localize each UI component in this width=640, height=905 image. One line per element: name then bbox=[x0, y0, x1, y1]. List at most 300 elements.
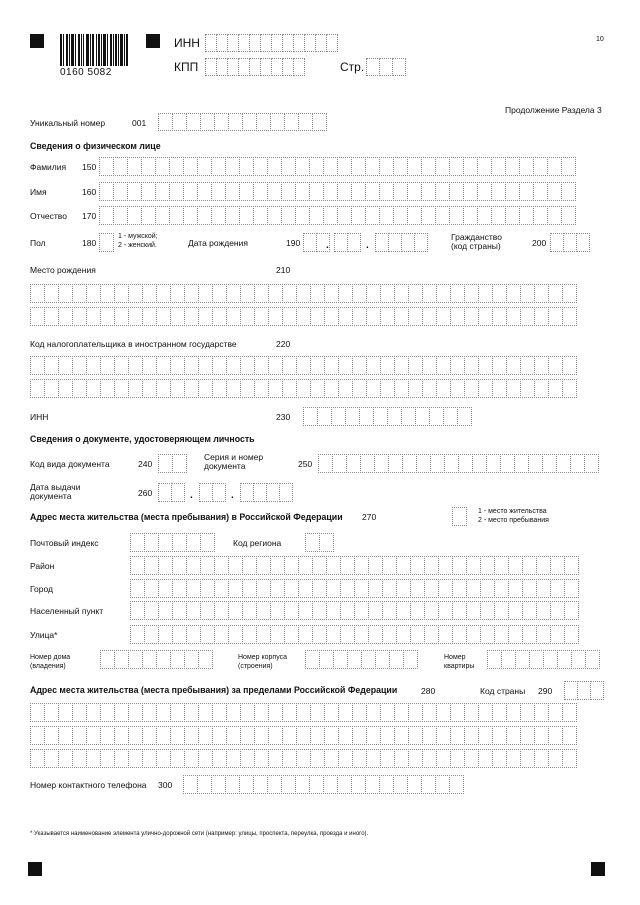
entry-cell[interactable] bbox=[352, 749, 367, 768]
entry-cell[interactable] bbox=[114, 284, 129, 303]
entry-cell[interactable] bbox=[392, 58, 406, 76]
entry-cell[interactable] bbox=[360, 454, 375, 473]
entry-cell[interactable] bbox=[86, 749, 101, 768]
entry-cell[interactable] bbox=[58, 356, 73, 375]
entry-cell[interactable] bbox=[564, 601, 579, 620]
entry-cell[interactable] bbox=[72, 284, 87, 303]
entry-cell[interactable] bbox=[550, 579, 565, 598]
entry-cell[interactable] bbox=[326, 625, 341, 644]
entry-cell[interactable] bbox=[422, 726, 437, 745]
entry-cell[interactable] bbox=[529, 650, 544, 669]
entry-cell[interactable] bbox=[99, 206, 114, 225]
entry-cell[interactable] bbox=[240, 284, 255, 303]
entry-cell[interactable] bbox=[310, 749, 325, 768]
entry-cell[interactable] bbox=[533, 206, 548, 225]
entry-cell[interactable] bbox=[520, 284, 535, 303]
entry-cell[interactable] bbox=[172, 601, 187, 620]
entry-cell[interactable] bbox=[368, 625, 383, 644]
entry-cell[interactable] bbox=[295, 775, 310, 794]
entry-cell[interactable] bbox=[324, 356, 339, 375]
entry-cell[interactable] bbox=[30, 379, 45, 398]
entry-cell[interactable] bbox=[324, 703, 339, 722]
entry-cell[interactable] bbox=[354, 556, 369, 575]
entry-cell[interactable] bbox=[536, 579, 551, 598]
entry-cell[interactable] bbox=[172, 579, 187, 598]
entry-cell[interactable] bbox=[444, 454, 459, 473]
entry-cell[interactable] bbox=[44, 749, 59, 768]
entry-cell[interactable] bbox=[500, 454, 515, 473]
entry-cell[interactable] bbox=[492, 726, 507, 745]
entry-cell[interactable] bbox=[585, 650, 600, 669]
entry-cell[interactable] bbox=[266, 483, 280, 502]
entry-cell[interactable] bbox=[393, 206, 408, 225]
entry-cell[interactable] bbox=[226, 307, 241, 326]
entry-cell[interactable] bbox=[366, 749, 381, 768]
entry-cell[interactable] bbox=[464, 726, 479, 745]
entry-cell[interactable] bbox=[368, 579, 383, 598]
entry-cell[interactable] bbox=[284, 625, 299, 644]
entry-cell[interactable] bbox=[534, 726, 549, 745]
entry-cell[interactable] bbox=[326, 601, 341, 620]
entry-cell[interactable] bbox=[410, 579, 425, 598]
entry-cell[interactable] bbox=[520, 703, 535, 722]
entry-cell[interactable] bbox=[536, 625, 551, 644]
entry-cell[interactable] bbox=[534, 749, 549, 768]
building-number-cells[interactable] bbox=[305, 650, 418, 669]
entry-cell[interactable] bbox=[407, 775, 422, 794]
entry-cell[interactable] bbox=[141, 157, 156, 176]
entry-cell[interactable] bbox=[352, 726, 367, 745]
entry-cell[interactable] bbox=[324, 726, 339, 745]
entry-cell[interactable] bbox=[492, 703, 507, 722]
entry-cell[interactable] bbox=[44, 703, 59, 722]
entry-cell[interactable] bbox=[410, 601, 425, 620]
entry-cell[interactable] bbox=[156, 749, 171, 768]
entry-cell[interactable] bbox=[534, 307, 549, 326]
entry-cell[interactable] bbox=[379, 182, 394, 201]
entry-cell[interactable] bbox=[312, 556, 327, 575]
entry-cell[interactable] bbox=[522, 556, 537, 575]
entry-cell[interactable] bbox=[533, 157, 548, 176]
entry-cell[interactable] bbox=[268, 749, 283, 768]
entry-cell[interactable] bbox=[211, 157, 226, 176]
citizenship-cells[interactable] bbox=[550, 233, 590, 252]
entry-cell[interactable] bbox=[284, 601, 299, 620]
entry-cell[interactable] bbox=[282, 726, 297, 745]
entry-cell[interactable] bbox=[590, 681, 604, 700]
entry-cell[interactable] bbox=[197, 157, 212, 176]
entry-cell[interactable] bbox=[240, 749, 255, 768]
entry-cell[interactable] bbox=[44, 307, 59, 326]
entry-cell[interactable] bbox=[44, 284, 59, 303]
entry-cell[interactable] bbox=[127, 157, 142, 176]
entry-cell[interactable] bbox=[142, 307, 157, 326]
entry-cell[interactable] bbox=[58, 379, 73, 398]
entry-cell[interactable] bbox=[170, 650, 185, 669]
entry-cell[interactable] bbox=[239, 206, 254, 225]
entry-cell[interactable] bbox=[379, 206, 394, 225]
entry-cell[interactable] bbox=[421, 157, 436, 176]
sex-cell[interactable] bbox=[99, 233, 114, 252]
entry-cell[interactable] bbox=[366, 726, 381, 745]
doc-issue-year-cells[interactable] bbox=[240, 483, 293, 502]
entry-cell[interactable] bbox=[366, 379, 381, 398]
entry-cell[interactable] bbox=[305, 650, 320, 669]
entry-cell[interactable] bbox=[408, 307, 423, 326]
entry-cell[interactable] bbox=[254, 356, 269, 375]
entry-cell[interactable] bbox=[326, 579, 341, 598]
entry-cell[interactable] bbox=[338, 703, 353, 722]
entry-cell[interactable] bbox=[171, 483, 185, 502]
entry-cell[interactable] bbox=[366, 703, 381, 722]
entry-cell[interactable] bbox=[477, 206, 492, 225]
entry-cell[interactable] bbox=[198, 749, 213, 768]
entry-cell[interactable] bbox=[128, 703, 143, 722]
entry-cell[interactable] bbox=[323, 775, 338, 794]
entry-cell[interactable] bbox=[388, 233, 402, 252]
birthplace-cells-row-2[interactable] bbox=[30, 307, 577, 326]
entry-cell[interactable] bbox=[128, 749, 143, 768]
entry-cell[interactable] bbox=[72, 726, 87, 745]
entry-cell[interactable] bbox=[422, 703, 437, 722]
entry-cell[interactable] bbox=[345, 407, 360, 426]
entry-cell[interactable] bbox=[312, 113, 327, 131]
birthplace-cells-row-1[interactable] bbox=[30, 284, 577, 303]
entry-cell[interactable] bbox=[491, 182, 506, 201]
entry-cell[interactable] bbox=[347, 650, 362, 669]
entry-cell[interactable] bbox=[508, 579, 523, 598]
entry-cell[interactable] bbox=[295, 182, 310, 201]
entry-cell[interactable] bbox=[186, 113, 201, 131]
entry-cell[interactable] bbox=[326, 556, 341, 575]
entry-cell[interactable] bbox=[352, 703, 367, 722]
entry-cell[interactable] bbox=[396, 625, 411, 644]
entry-cell[interactable] bbox=[240, 356, 255, 375]
entry-cell[interactable] bbox=[563, 233, 577, 252]
entry-cell[interactable] bbox=[528, 454, 543, 473]
entry-cell[interactable] bbox=[186, 556, 201, 575]
entry-cell[interactable] bbox=[155, 157, 170, 176]
entry-cell[interactable] bbox=[172, 556, 187, 575]
entry-cell[interactable] bbox=[548, 307, 563, 326]
entry-cell[interactable] bbox=[401, 407, 416, 426]
entry-cell[interactable] bbox=[212, 356, 227, 375]
entry-cell[interactable] bbox=[172, 625, 187, 644]
entry-cell[interactable] bbox=[323, 157, 338, 176]
entry-cell[interactable] bbox=[156, 703, 171, 722]
entry-cell[interactable] bbox=[424, 601, 439, 620]
entry-cell[interactable] bbox=[200, 579, 215, 598]
entry-cell[interactable] bbox=[337, 157, 352, 176]
entry-cell[interactable] bbox=[519, 157, 534, 176]
entry-cell[interactable] bbox=[158, 533, 173, 552]
entry-cell[interactable] bbox=[506, 726, 521, 745]
entry-cell[interactable] bbox=[347, 233, 361, 252]
entry-cell[interactable] bbox=[338, 379, 353, 398]
entry-cell[interactable] bbox=[184, 749, 199, 768]
entry-cell[interactable] bbox=[543, 650, 558, 669]
entry-cell[interactable] bbox=[332, 454, 347, 473]
entry-cell[interactable] bbox=[142, 379, 157, 398]
entry-cell[interactable] bbox=[380, 379, 395, 398]
entry-cell[interactable] bbox=[564, 625, 579, 644]
entry-cell[interactable] bbox=[142, 726, 157, 745]
entry-cell[interactable] bbox=[100, 379, 115, 398]
entry-cell[interactable] bbox=[450, 284, 465, 303]
entry-cell[interactable] bbox=[268, 379, 283, 398]
entry-cell[interactable] bbox=[214, 625, 229, 644]
entry-cell[interactable] bbox=[114, 749, 129, 768]
entry-cell[interactable] bbox=[536, 556, 551, 575]
entry-cell[interactable] bbox=[30, 749, 45, 768]
entry-cell[interactable] bbox=[408, 749, 423, 768]
entry-cell[interactable] bbox=[281, 206, 296, 225]
doc-series-cells[interactable] bbox=[318, 454, 599, 473]
entry-cell[interactable] bbox=[256, 625, 271, 644]
entry-cell[interactable] bbox=[494, 601, 509, 620]
entry-cell[interactable] bbox=[170, 379, 185, 398]
entry-cell[interactable] bbox=[228, 601, 243, 620]
entry-cell[interactable] bbox=[228, 579, 243, 598]
entry-cell[interactable] bbox=[72, 749, 87, 768]
entry-cell[interactable] bbox=[520, 726, 535, 745]
entry-cell[interactable] bbox=[450, 379, 465, 398]
entry-cell[interactable] bbox=[492, 307, 507, 326]
entry-cell[interactable] bbox=[333, 650, 348, 669]
entry-cell[interactable] bbox=[438, 579, 453, 598]
address-type-cell[interactable] bbox=[452, 507, 467, 526]
entry-cell[interactable] bbox=[226, 356, 241, 375]
entry-cell[interactable] bbox=[452, 601, 467, 620]
entry-cell[interactable] bbox=[464, 749, 479, 768]
entry-cell[interactable] bbox=[312, 601, 327, 620]
entry-cell[interactable] bbox=[282, 284, 297, 303]
entry-cell[interactable] bbox=[435, 775, 450, 794]
entry-cell[interactable] bbox=[492, 284, 507, 303]
entry-cell[interactable] bbox=[282, 379, 297, 398]
entry-cell[interactable] bbox=[407, 157, 422, 176]
entry-cell[interactable] bbox=[318, 454, 333, 473]
entry-cell[interactable] bbox=[351, 206, 366, 225]
apartment-number-cells[interactable] bbox=[487, 650, 600, 669]
entry-cell[interactable] bbox=[296, 726, 311, 745]
phone-cells[interactable] bbox=[183, 775, 464, 794]
entry-cell[interactable] bbox=[226, 284, 241, 303]
entry-cell[interactable] bbox=[464, 703, 479, 722]
entry-cell[interactable] bbox=[240, 483, 254, 502]
entry-cell[interactable] bbox=[281, 182, 296, 201]
entry-cell[interactable] bbox=[242, 113, 257, 131]
entry-cell[interactable] bbox=[506, 379, 521, 398]
entry-cell[interactable] bbox=[58, 284, 73, 303]
entry-cell[interactable] bbox=[365, 206, 380, 225]
entry-cell[interactable] bbox=[141, 206, 156, 225]
entry-cell[interactable] bbox=[319, 650, 334, 669]
foreign-address-cells-row-3[interactable] bbox=[30, 749, 577, 768]
entry-cell[interactable] bbox=[382, 625, 397, 644]
entry-cell[interactable] bbox=[547, 182, 562, 201]
entry-cell[interactable] bbox=[323, 206, 338, 225]
entry-cell[interactable] bbox=[394, 726, 409, 745]
doc-issue-day-cells[interactable] bbox=[158, 483, 185, 502]
entry-cell[interactable] bbox=[184, 650, 199, 669]
entry-cell[interactable] bbox=[169, 182, 184, 201]
entry-cell[interactable] bbox=[254, 379, 269, 398]
entry-cell[interactable] bbox=[436, 356, 451, 375]
entry-cell[interactable] bbox=[200, 625, 215, 644]
entry-cell[interactable] bbox=[254, 749, 269, 768]
entry-cell[interactable] bbox=[464, 356, 479, 375]
entry-cell[interactable] bbox=[198, 356, 213, 375]
entry-cell[interactable] bbox=[436, 726, 451, 745]
entry-cell[interactable] bbox=[184, 356, 199, 375]
entry-cell[interactable] bbox=[337, 775, 352, 794]
entry-cell[interactable] bbox=[415, 407, 430, 426]
entry-cell[interactable] bbox=[534, 356, 549, 375]
entry-cell[interactable] bbox=[396, 601, 411, 620]
entry-cell[interactable] bbox=[584, 454, 599, 473]
entry-cell[interactable] bbox=[556, 454, 571, 473]
entry-cell[interactable] bbox=[422, 284, 437, 303]
entry-cell[interactable] bbox=[128, 284, 143, 303]
entry-cell[interactable] bbox=[478, 356, 493, 375]
entry-cell[interactable] bbox=[373, 407, 388, 426]
entry-cell[interactable] bbox=[58, 307, 73, 326]
entry-cell[interactable] bbox=[127, 206, 142, 225]
entry-cell[interactable] bbox=[522, 625, 537, 644]
entry-cell[interactable] bbox=[494, 556, 509, 575]
entry-cell[interactable] bbox=[186, 533, 201, 552]
entry-cell[interactable] bbox=[211, 206, 226, 225]
entry-cell[interactable] bbox=[183, 775, 198, 794]
entry-cell[interactable] bbox=[214, 113, 229, 131]
entry-cell[interactable] bbox=[242, 601, 257, 620]
entry-cell[interactable] bbox=[331, 407, 346, 426]
entry-cell[interactable] bbox=[128, 356, 143, 375]
entry-cell[interactable] bbox=[561, 182, 576, 201]
entry-cell[interactable] bbox=[240, 307, 255, 326]
entry-cell[interactable] bbox=[452, 579, 467, 598]
entry-cell[interactable] bbox=[366, 58, 380, 76]
entry-cell[interactable] bbox=[393, 775, 408, 794]
entry-cell[interactable] bbox=[450, 356, 465, 375]
doc-issue-month-cells[interactable] bbox=[199, 483, 226, 502]
entry-cell[interactable] bbox=[394, 307, 409, 326]
entry-cell[interactable] bbox=[254, 703, 269, 722]
entry-cell[interactable] bbox=[256, 556, 271, 575]
entry-cell[interactable] bbox=[458, 454, 473, 473]
entry-cell[interactable] bbox=[408, 703, 423, 722]
entry-cell[interactable] bbox=[282, 749, 297, 768]
person-inn-cells[interactable] bbox=[303, 407, 472, 426]
entry-cell[interactable] bbox=[562, 726, 577, 745]
entry-cell[interactable] bbox=[72, 307, 87, 326]
entry-cell[interactable] bbox=[200, 113, 215, 131]
entry-cell[interactable] bbox=[144, 533, 159, 552]
foreign-tin-cells-row-1[interactable] bbox=[30, 356, 577, 375]
entry-cell[interactable] bbox=[212, 483, 226, 502]
entry-cell[interactable] bbox=[228, 625, 243, 644]
entry-cell[interactable] bbox=[351, 775, 366, 794]
entry-cell[interactable] bbox=[228, 556, 243, 575]
entry-cell[interactable] bbox=[172, 454, 187, 473]
entry-cell[interactable] bbox=[382, 579, 397, 598]
entry-cell[interactable] bbox=[422, 356, 437, 375]
entry-cell[interactable] bbox=[212, 749, 227, 768]
entry-cell[interactable] bbox=[379, 58, 393, 76]
house-number-cells[interactable] bbox=[100, 650, 213, 669]
entry-cell[interactable] bbox=[267, 157, 282, 176]
entry-cell[interactable] bbox=[284, 579, 299, 598]
entry-cell[interactable] bbox=[86, 726, 101, 745]
entry-cell[interactable] bbox=[508, 556, 523, 575]
entry-cell[interactable] bbox=[337, 206, 352, 225]
entry-cell[interactable] bbox=[170, 356, 185, 375]
entry-cell[interactable] bbox=[380, 703, 395, 722]
entry-cell[interactable] bbox=[155, 206, 170, 225]
entry-cell[interactable] bbox=[324, 379, 339, 398]
entry-cell[interactable] bbox=[86, 284, 101, 303]
entry-cell[interactable] bbox=[254, 726, 269, 745]
entry-cell[interactable] bbox=[396, 556, 411, 575]
entry-cell[interactable] bbox=[365, 182, 380, 201]
entry-cell[interactable] bbox=[366, 307, 381, 326]
entry-cell[interactable] bbox=[309, 775, 324, 794]
entry-cell[interactable] bbox=[295, 157, 310, 176]
entry-cell[interactable] bbox=[478, 379, 493, 398]
entry-cell[interactable] bbox=[365, 157, 380, 176]
entry-cell[interactable] bbox=[480, 556, 495, 575]
entry-cell[interactable] bbox=[239, 182, 254, 201]
country-code-cells[interactable] bbox=[564, 681, 604, 700]
entry-cell[interactable] bbox=[550, 556, 565, 575]
entry-cell[interactable] bbox=[368, 556, 383, 575]
entry-cell[interactable] bbox=[478, 307, 493, 326]
entry-cell[interactable] bbox=[324, 307, 339, 326]
entry-cell[interactable] bbox=[351, 182, 366, 201]
entry-cell[interactable] bbox=[144, 625, 159, 644]
entry-cell[interactable] bbox=[449, 182, 464, 201]
entry-cell[interactable] bbox=[169, 157, 184, 176]
entry-cell[interactable] bbox=[491, 206, 506, 225]
entry-cell[interactable] bbox=[212, 379, 227, 398]
entry-cell[interactable] bbox=[492, 356, 507, 375]
entry-cell[interactable] bbox=[368, 601, 383, 620]
entry-cell[interactable] bbox=[100, 284, 115, 303]
entry-cell[interactable] bbox=[279, 483, 293, 502]
entry-cell[interactable] bbox=[156, 307, 171, 326]
entry-cell[interactable] bbox=[452, 507, 467, 526]
entry-cell[interactable] bbox=[158, 483, 172, 502]
entry-cell[interactable] bbox=[86, 703, 101, 722]
entry-cell[interactable] bbox=[334, 233, 348, 252]
entry-cell[interactable] bbox=[430, 454, 445, 473]
entry-cell[interactable] bbox=[319, 533, 334, 552]
entry-cell[interactable] bbox=[268, 284, 283, 303]
entry-cell[interactable] bbox=[429, 407, 444, 426]
entry-cell[interactable] bbox=[268, 356, 283, 375]
entry-cell[interactable] bbox=[184, 379, 199, 398]
entry-cell[interactable] bbox=[310, 284, 325, 303]
entry-cell[interactable] bbox=[270, 625, 285, 644]
entry-cell[interactable] bbox=[99, 233, 114, 252]
entry-cell[interactable] bbox=[337, 182, 352, 201]
entry-cell[interactable] bbox=[44, 379, 59, 398]
entry-cell[interactable] bbox=[464, 307, 479, 326]
entry-cell[interactable] bbox=[270, 113, 285, 131]
entry-cell[interactable] bbox=[225, 157, 240, 176]
entry-cell[interactable] bbox=[393, 182, 408, 201]
